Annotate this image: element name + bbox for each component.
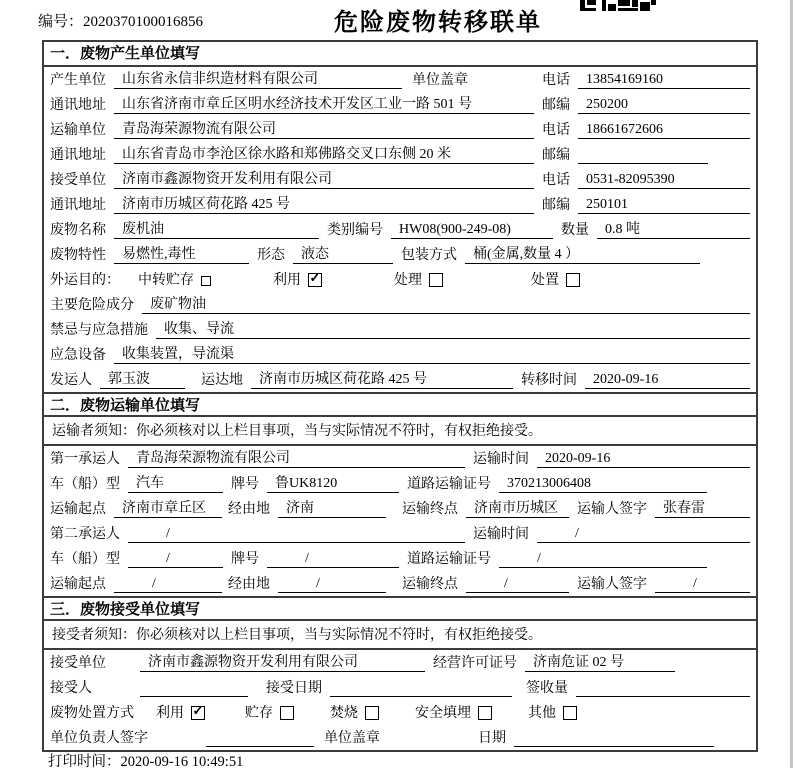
vehicle1-plate-value: 鲁UK8120 [267, 472, 399, 493]
receiver-address-label: 通讯地址 [50, 198, 106, 213]
route2-row [44, 571, 756, 596]
destination-value: 济南市历城区荷花路 425 号 [251, 368, 513, 389]
waste-form-value: 液态 [293, 243, 393, 264]
producer-stamp-label: 单位盖章 [412, 73, 468, 88]
disposal-incinerate-checkbox[interactable] [365, 706, 379, 720]
receiver-label: 接受单位 [50, 173, 106, 188]
route2-start-value: / [114, 576, 222, 593]
accept-person-value [140, 680, 248, 697]
carrier2-time-value: / [537, 526, 750, 543]
producer-row [44, 67, 756, 92]
carrier2-time-label: 运输时间 [473, 527, 529, 542]
purpose-option-treat-label: 处理 [394, 273, 422, 288]
disposal-option-other [528, 702, 577, 722]
waste-code-label: 类别编号 [327, 223, 383, 238]
purpose-label: 外运目的： [50, 273, 120, 288]
producer-label: 产生单位 [50, 73, 106, 88]
waste-qty-label: 数量 [561, 223, 589, 238]
route2-sign-label: 运输人签字 [577, 577, 647, 592]
transporter-row [44, 117, 756, 142]
equipment-label: 应急设备 [50, 348, 106, 363]
sign-date-value [514, 730, 714, 747]
destination-label: 运达地 [201, 373, 243, 388]
vehicle1-row [44, 471, 756, 496]
route2-sign-value: / [655, 576, 750, 593]
purpose-option-transfer [138, 269, 211, 289]
purpose-option-dispose [531, 269, 580, 289]
waste-form-label: 形态 [257, 248, 285, 263]
route1-via-label: 经由地 [228, 502, 270, 517]
sign-date-label: 日期 [478, 731, 506, 746]
producer-zip-label: 邮编 [542, 98, 570, 113]
receiver-address-row [44, 192, 756, 217]
vehicle1-plate-label: 牌号 [231, 477, 259, 492]
producer-phone-label: 电话 [542, 73, 570, 88]
carrier2-row [44, 521, 756, 546]
route2-end-value: / [466, 576, 569, 593]
waste-code-value: HW08(900-249-08) [391, 222, 553, 239]
transporter-phone-label: 电话 [542, 123, 570, 138]
disposal-option-incinerate [330, 702, 379, 722]
receiver-notice: 接受者须知：你必须核对以上栏目事项，当与实际情况不符时，有权拒绝接受。 [44, 621, 756, 650]
print-time-value: 2020-09-16 10:49:51 [120, 754, 244, 770]
vehicle2-type-value: / [128, 551, 223, 568]
disposal-use-checkbox[interactable] [191, 706, 205, 720]
equipment-value: 收集装置，导流渠 [114, 343, 750, 364]
disposal-option-use [156, 702, 205, 722]
disposal-option-other-label: 其他 [528, 706, 556, 721]
producer-phone-value: 13854169160 [578, 72, 750, 89]
receiver-address-value: 济南市历城区荷花路 425 号 [114, 193, 534, 214]
route1-sign-label: 运输人签字 [577, 502, 647, 517]
purpose-row [44, 267, 756, 292]
hazard-value: 废矿物油 [142, 293, 750, 314]
route2-end-label: 运输终点 [402, 577, 458, 592]
disposal-row [44, 700, 756, 725]
waste-traits-value: 易燃性,毒性 [114, 243, 249, 264]
transporter-address-value: 山东省青岛市李沧区徐水路和郑佛路交叉口东侧 20 米 [114, 143, 534, 164]
disposal-option-use-label: 利用 [156, 706, 184, 721]
vehicle2-row [44, 546, 756, 571]
route1-end-value: 济南市历城区 [466, 497, 569, 518]
transporter-zip-label: 邮编 [542, 148, 570, 163]
accept-person-row [44, 675, 756, 700]
vehicle1-license-value: 370213006408 [499, 476, 707, 493]
waste-name-row [44, 217, 756, 242]
producer-value: 山东省永信非织造材料有限公司 [114, 68, 402, 89]
route1-end-label: 运输终点 [402, 502, 458, 517]
receiver-value: 济南市鑫源物资开发利用有限公司 [114, 168, 534, 189]
transfer-time-value: 2020-09-16 [585, 372, 750, 389]
waste-pack-value: 桶(金属,数量 4 ） [465, 243, 700, 264]
transfer-checkbox[interactable] [201, 276, 211, 286]
waste-traits-label: 废物特性 [50, 248, 106, 263]
page-edge-line [790, 0, 793, 768]
accept-unit-label: 接受单位 [50, 656, 106, 671]
producer-address-label: 通讯地址 [50, 98, 106, 113]
purpose-option-use-label: 利用 [273, 273, 301, 288]
carrier1-row [44, 446, 756, 471]
emergency-row [44, 317, 756, 342]
responsible-sign-value [206, 730, 314, 747]
route2-start-label: 运输起点 [50, 577, 106, 592]
unit-stamp-label: 单位盖章 [324, 731, 380, 746]
receipt-qty-label: 签收量 [526, 681, 568, 696]
purpose-option-use [273, 269, 322, 289]
responsible-sign-row [44, 725, 756, 750]
waste-pack-label: 包装方式 [401, 248, 457, 263]
receiver-phone-value: 0531-82095390 [578, 172, 750, 189]
route1-start-value: 济南市章丘区 [114, 497, 222, 518]
purpose-option-treat [394, 269, 443, 289]
equipment-row [44, 342, 756, 367]
accept-unit-value: 济南市鑫源物资开发利用有限公司 [140, 651, 425, 672]
disposal-store-checkbox[interactable] [280, 706, 294, 720]
route2-via-value: / [278, 576, 386, 593]
accept-date-value [330, 680, 512, 697]
producer-zip-value: 250200 [578, 97, 750, 114]
route1-sign-value: 张春雷 [655, 497, 750, 518]
transporter-phone-value: 18661672606 [578, 122, 750, 139]
dispatcher-value: 郭玉波 [100, 368, 185, 389]
responsible-sign-label: 单位负责人签字 [50, 731, 148, 746]
serial-label: 编号： [38, 14, 84, 30]
operating-license-value: 济南危证 02 号 [525, 651, 675, 672]
transporter-label: 运输单位 [50, 123, 106, 138]
producer-address-row [44, 92, 756, 117]
purpose-option-dispose-label: 处置 [531, 273, 559, 288]
carrier2-label: 第二承运人 [50, 527, 120, 542]
accept-date-label: 接受日期 [266, 681, 322, 696]
carrier1-value: 青岛海荣源物流有限公司 [128, 447, 465, 468]
waste-traits-row [44, 242, 756, 267]
dispose-checkbox[interactable] [566, 273, 580, 287]
emergency-label: 禁忌与应急措施 [50, 323, 148, 338]
disposal-option-store-label: 贮存 [245, 706, 273, 721]
carrier1-time-value: 2020-09-16 [537, 451, 750, 468]
operating-license-label: 经营许可证号 [433, 656, 517, 671]
vehicle1-license-label: 道路运输证号 [407, 477, 491, 492]
route2-via-label: 经由地 [228, 577, 270, 592]
hazard-label: 主要危险成分 [50, 298, 134, 313]
vehicle2-plate-value: / [267, 551, 399, 568]
vehicle1-type-value: 汽车 [128, 472, 223, 493]
producer-address-value: 山东省济南市章丘区明水经济技术开发区工业一路 501 号 [114, 93, 534, 114]
waste-name-label: 废物名称 [50, 223, 106, 238]
dispatcher-label: 发运人 [50, 373, 92, 388]
route1-row [44, 496, 756, 521]
vehicle1-type-label: 车（船）型 [50, 477, 120, 492]
disposal-option-incinerate-label: 焚烧 [330, 706, 358, 721]
transporter-value: 青岛海荣源物流有限公司 [114, 118, 534, 139]
waste-name-value: 废机油 [114, 218, 319, 239]
hazard-row [44, 292, 756, 317]
accept-unit-row [44, 650, 756, 675]
purpose-option-transfer-label: 中转贮存 [138, 273, 194, 288]
serial-number [38, 10, 203, 31]
section3-header: 三．废物接受单位填写 [44, 596, 756, 621]
transporter-notice: 运输者须知：你必须核对以上栏目事项，当与实际情况不符时，有权拒绝接受。 [44, 417, 756, 446]
vehicle2-type-label: 车（船）型 [50, 552, 120, 567]
disposal-option-store [245, 702, 294, 722]
use-checkbox[interactable] [308, 273, 322, 287]
qr-code-fragment [580, 0, 656, 16]
vehicle2-license-label: 道路运输证号 [407, 552, 491, 567]
section1-header: 一．废物产生单位填写 [44, 42, 756, 67]
page-title: 危险废物转移联单 [334, 10, 542, 36]
disposal-other-checkbox[interactable] [563, 706, 577, 720]
waste-qty-value: 0.8 吨 [597, 218, 750, 239]
carrier1-label: 第一承运人 [50, 452, 120, 467]
receipt-qty-value [576, 680, 750, 697]
receiver-zip-value: 250101 [578, 197, 750, 214]
receiver-zip-label: 邮编 [542, 198, 570, 213]
section2-header: 二．废物运输单位填写 [44, 392, 756, 417]
treat-checkbox[interactable] [429, 273, 443, 287]
dispatch-row [44, 367, 756, 392]
serial-value: 2020370100016856 [83, 14, 204, 30]
transporter-address-label: 通讯地址 [50, 148, 106, 163]
vehicle2-plate-label: 牌号 [231, 552, 259, 567]
accept-person-label: 接受人 [50, 681, 92, 696]
transfer-time-label: 转移时间 [521, 373, 577, 388]
carrier2-value: / [128, 526, 465, 543]
receiver-row [44, 167, 756, 192]
disposal-option-landfill [415, 702, 492, 722]
transporter-address-row [44, 142, 756, 167]
transporter-zip-value [578, 147, 708, 164]
emergency-value: 收集、导流 [156, 318, 750, 339]
route1-via-value: 济南 [278, 497, 386, 518]
disposal-option-landfill-label: 安全填埋 [415, 706, 471, 721]
print-time-label: 打印时间： [48, 754, 121, 770]
disposal-label: 废物处置方式 [50, 706, 134, 721]
carrier1-time-label: 运输时间 [473, 452, 529, 467]
route1-start-label: 运输起点 [50, 502, 106, 517]
disposal-landfill-checkbox[interactable] [478, 706, 492, 720]
receiver-phone-label: 电话 [542, 173, 570, 188]
vehicle2-license-value: / [499, 551, 707, 568]
manifest-form [42, 40, 758, 752]
